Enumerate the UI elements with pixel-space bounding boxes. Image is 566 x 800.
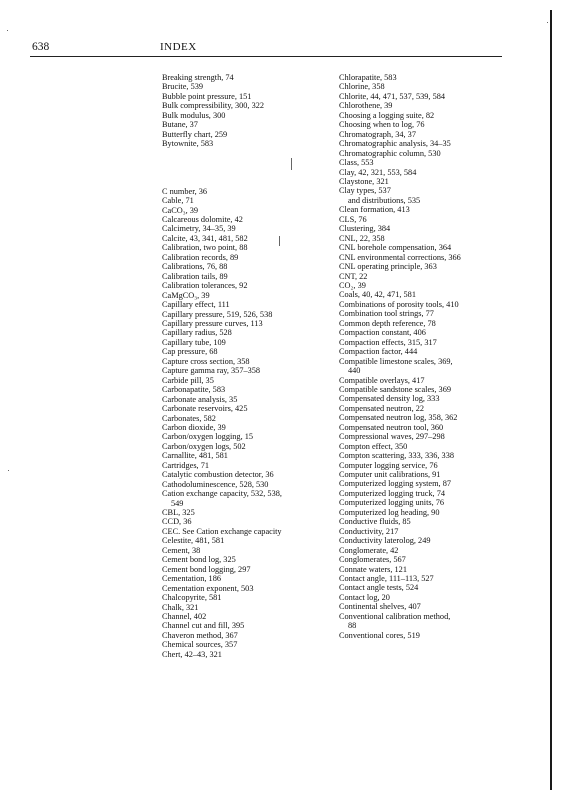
index-entry: Channel cut and fill, 395 — [162, 621, 245, 631]
index-entry: Cementation, 186 — [162, 574, 221, 584]
index-entry: Clay types, 537 — [339, 186, 391, 196]
index-entry: Conventional cores, 519 — [339, 630, 420, 640]
index-entry-continuation: 549 — [171, 498, 184, 508]
index-entry: CNL borehole compensation, 364 — [339, 243, 452, 253]
index-entry: Calibrations, 76, 88 — [162, 262, 228, 272]
index-entry: Chert, 42–43, 321 — [162, 649, 222, 659]
index-entry: Capture gamma ray, 357–358 — [162, 366, 261, 376]
index-entry: Choosing when to log, 76 — [339, 120, 425, 130]
index-entry: Conductivity laterolog, 249 — [339, 536, 431, 546]
index-entry: Clean formation, 413 — [339, 205, 410, 215]
index-entry: Carbonapatite, 583 — [162, 385, 226, 395]
page-number: 638 — [32, 41, 50, 53]
index-entry: Chlorine, 358 — [339, 82, 385, 92]
index-entry: Compensated density log, 333 — [339, 394, 440, 404]
index-entry: Bulk modulus, 300 — [162, 110, 226, 120]
index-entry: Cartridges, 71 — [162, 460, 210, 470]
index-entry: Compatible sandstone scales, 369 — [339, 384, 451, 394]
running-head: INDEX — [160, 41, 197, 53]
index-entry: Conglomerates, 567 — [339, 555, 406, 565]
index-entry: Chlorapatite, 583 — [339, 73, 397, 82]
index-entry: Chlorothene, 39 — [339, 101, 393, 111]
index-entry: Computerized logging system, 87 — [339, 479, 451, 489]
index-entry: Continental shelves, 407 — [339, 602, 421, 612]
index-entry: Calcite, 43, 341, 481, 582 — [162, 233, 248, 243]
index-entry: Contact angle tests, 524 — [339, 583, 419, 593]
scan-speck — [7, 30, 8, 31]
index-entry: Coals, 40, 42, 471, 581 — [339, 290, 416, 300]
index-entry-continuation: 440 — [348, 366, 361, 376]
index-entry: Carbide pill, 35 — [162, 375, 214, 385]
index-entry: Chromatograph, 34, 37 — [339, 129, 416, 139]
index-entry: Carnallite, 481, 581 — [162, 451, 228, 461]
index-entry: Combination tool strings, 77 — [339, 309, 434, 319]
index-entry: Compaction constant, 406 — [339, 328, 426, 338]
index-entry: Chlorite, 44, 471, 537, 539, 584 — [339, 91, 446, 101]
index-column-left — [162, 73, 340, 659]
index-entry: CCD, 36 — [162, 517, 192, 527]
index-entry: Computerized log heading, 90 — [339, 507, 440, 517]
index-entry: Carbon dioxide, 39 — [162, 422, 226, 432]
index-entry: Cap pressure, 68 — [162, 347, 218, 357]
index-entry: Capillary pressure curves, 113 — [162, 318, 263, 328]
index-entry: Calibration, two point, 88 — [162, 243, 248, 253]
index-entry: Brucite, 539 — [162, 82, 204, 92]
index-entry: CNT, 22 — [339, 271, 368, 281]
index-entry: CaCO₃, 39 — [162, 205, 199, 215]
index-entry: Compensated neutron log, 358, 362 — [339, 413, 458, 423]
index-entry: C number, 36 — [162, 186, 208, 196]
index-entry: Carbon/oxygen logs, 502 — [162, 441, 246, 451]
index-entry: Compressional waves, 297–298 — [339, 432, 445, 442]
index-entry: CBL, 325 — [162, 508, 195, 518]
index-entry: Calcareous dolomite, 42 — [162, 214, 243, 224]
index-entry: Connate waters, 121 — [339, 564, 407, 574]
index-entry: Celestite, 481, 581 — [162, 536, 225, 546]
index-entry: Compton effect, 350 — [339, 441, 408, 451]
index-entry: Cation exchange capacity, 532, 538, — [162, 489, 282, 499]
index-entry: Contact log, 20 — [339, 592, 390, 602]
index-entry: Computerized logging truck, 74 — [339, 488, 445, 498]
index-entry: Conventional calibration method, — [339, 611, 451, 621]
index-entry: Chalcopyrite, 581 — [162, 593, 222, 603]
index-entry: Capillary tube, 109 — [162, 337, 226, 347]
index-entry: Choosing a logging suite, 82 — [339, 110, 435, 120]
index-entry: Chaveron method, 367 — [162, 630, 238, 640]
index-entry: Carbonate analysis, 35 — [162, 394, 238, 404]
index-entry: CaMgCO₃, 39 — [162, 290, 210, 300]
scan-speck — [547, 22, 548, 23]
index-entry: Computer logging service, 76 — [339, 460, 438, 470]
index-entry-cross-reference: CEC. See Cation exchange capacity — [162, 526, 282, 536]
index-entry: Conglomerate, 42 — [339, 545, 399, 555]
letter-section-gap — [162, 149, 340, 187]
index-entry: Capture cross section, 358 — [162, 356, 250, 366]
index-entry: CLS, 76 — [339, 214, 367, 224]
index-entry: Capillary pressure, 519, 526, 538 — [162, 309, 273, 319]
index-entry: Compatible overlays, 417 — [339, 375, 425, 385]
index-entry: Catalytic combustion detector, 36 — [162, 470, 274, 480]
index-entry: Calibration tails, 89 — [162, 271, 228, 281]
index-entry-continuation: 88 — [348, 621, 357, 631]
index-entry: Compaction factor, 444 — [339, 347, 418, 357]
index-entry: Chromatographic column, 530 — [339, 148, 441, 158]
index-entry: Cement bond log, 325 — [162, 555, 236, 565]
index-entry: Bytownite, 583 — [162, 139, 214, 149]
index-entry: Class, 553 — [339, 158, 374, 168]
index-entry: Computerized logging units, 76 — [339, 498, 445, 508]
index-entry: Butane, 37 — [162, 120, 198, 130]
index-entry: Calibration tolerances, 92 — [162, 281, 248, 291]
index-entry: Chalk, 321 — [162, 602, 199, 612]
index-entry: CNL environmental corrections, 366 — [339, 252, 461, 262]
index-entry: Cement, 38 — [162, 545, 201, 555]
index-entry: Carbon/oxygen logging, 15 — [162, 432, 254, 442]
index-entry: CNL operating principle, 363 — [339, 262, 437, 272]
scan-edge-shadow — [550, 10, 552, 790]
index-entry: Combinations of porosity tools, 410 — [339, 299, 459, 309]
index-entry: Bubble point pressure, 151 — [162, 91, 252, 101]
index-entry: Clay, 42, 321, 553, 584 — [339, 167, 417, 177]
index-entry: Capillary radius, 528 — [162, 328, 232, 338]
index-entry: Common depth reference, 78 — [339, 318, 436, 328]
index-entry: Clustering, 384 — [339, 224, 391, 234]
index-subentry: and distributions, 535 — [348, 195, 421, 205]
index-entry: Bulk compressibility, 300, 322 — [162, 101, 265, 111]
index-entry: Compaction effects, 315, 317 — [339, 337, 437, 347]
index-entry: Breaking strength, 74 — [162, 73, 234, 82]
index-column-right — [339, 73, 514, 640]
index-entry: Cement bond logging, 297 — [162, 564, 251, 574]
index-entry: Compatible limestone scales, 369, — [339, 356, 453, 366]
index-entry: CO₂, 39 — [339, 280, 366, 290]
index-entry: Cementation exponent, 503 — [162, 583, 254, 593]
header-rule — [30, 56, 502, 57]
index-entry: Cathodoluminescence, 528, 530 — [162, 479, 269, 489]
index-entry: Contact angle, 111–113, 527 — [339, 574, 434, 584]
index-entry: Chromatographic analysis, 34–35 — [339, 139, 451, 149]
index-entry: Calibration records, 89 — [162, 252, 239, 262]
index-entry: Compton scattering, 333, 336, 338 — [339, 451, 454, 461]
index-entry: Compensated neutron, 22 — [339, 403, 425, 413]
index-entry: Capillary effect, 111 — [162, 300, 230, 310]
index-entry: Claystone, 321 — [339, 176, 389, 186]
index-entry: Butterfly chart, 259 — [162, 129, 228, 139]
index-entry: Channel, 402 — [162, 612, 207, 622]
index-entry: Computer unit calibrations, 91 — [339, 470, 441, 480]
scan-speck — [8, 470, 9, 471]
index-entry: Calcimetry, 34–35, 39 — [162, 224, 236, 234]
index-entry: Conductive fluids, 85 — [339, 517, 411, 527]
index-entry: CNL, 22, 358 — [339, 233, 385, 243]
index-entry: Conductivity, 217 — [339, 526, 399, 536]
index-entry: Carbonates, 582 — [162, 413, 216, 423]
index-entry: Compensated neutron tool, 360 — [339, 422, 444, 432]
index-entry: Chemical sources, 357 — [162, 640, 238, 650]
index-entry: Carbonate reservoirs, 425 — [162, 404, 248, 414]
index-entry: Cable, 71 — [162, 196, 194, 206]
